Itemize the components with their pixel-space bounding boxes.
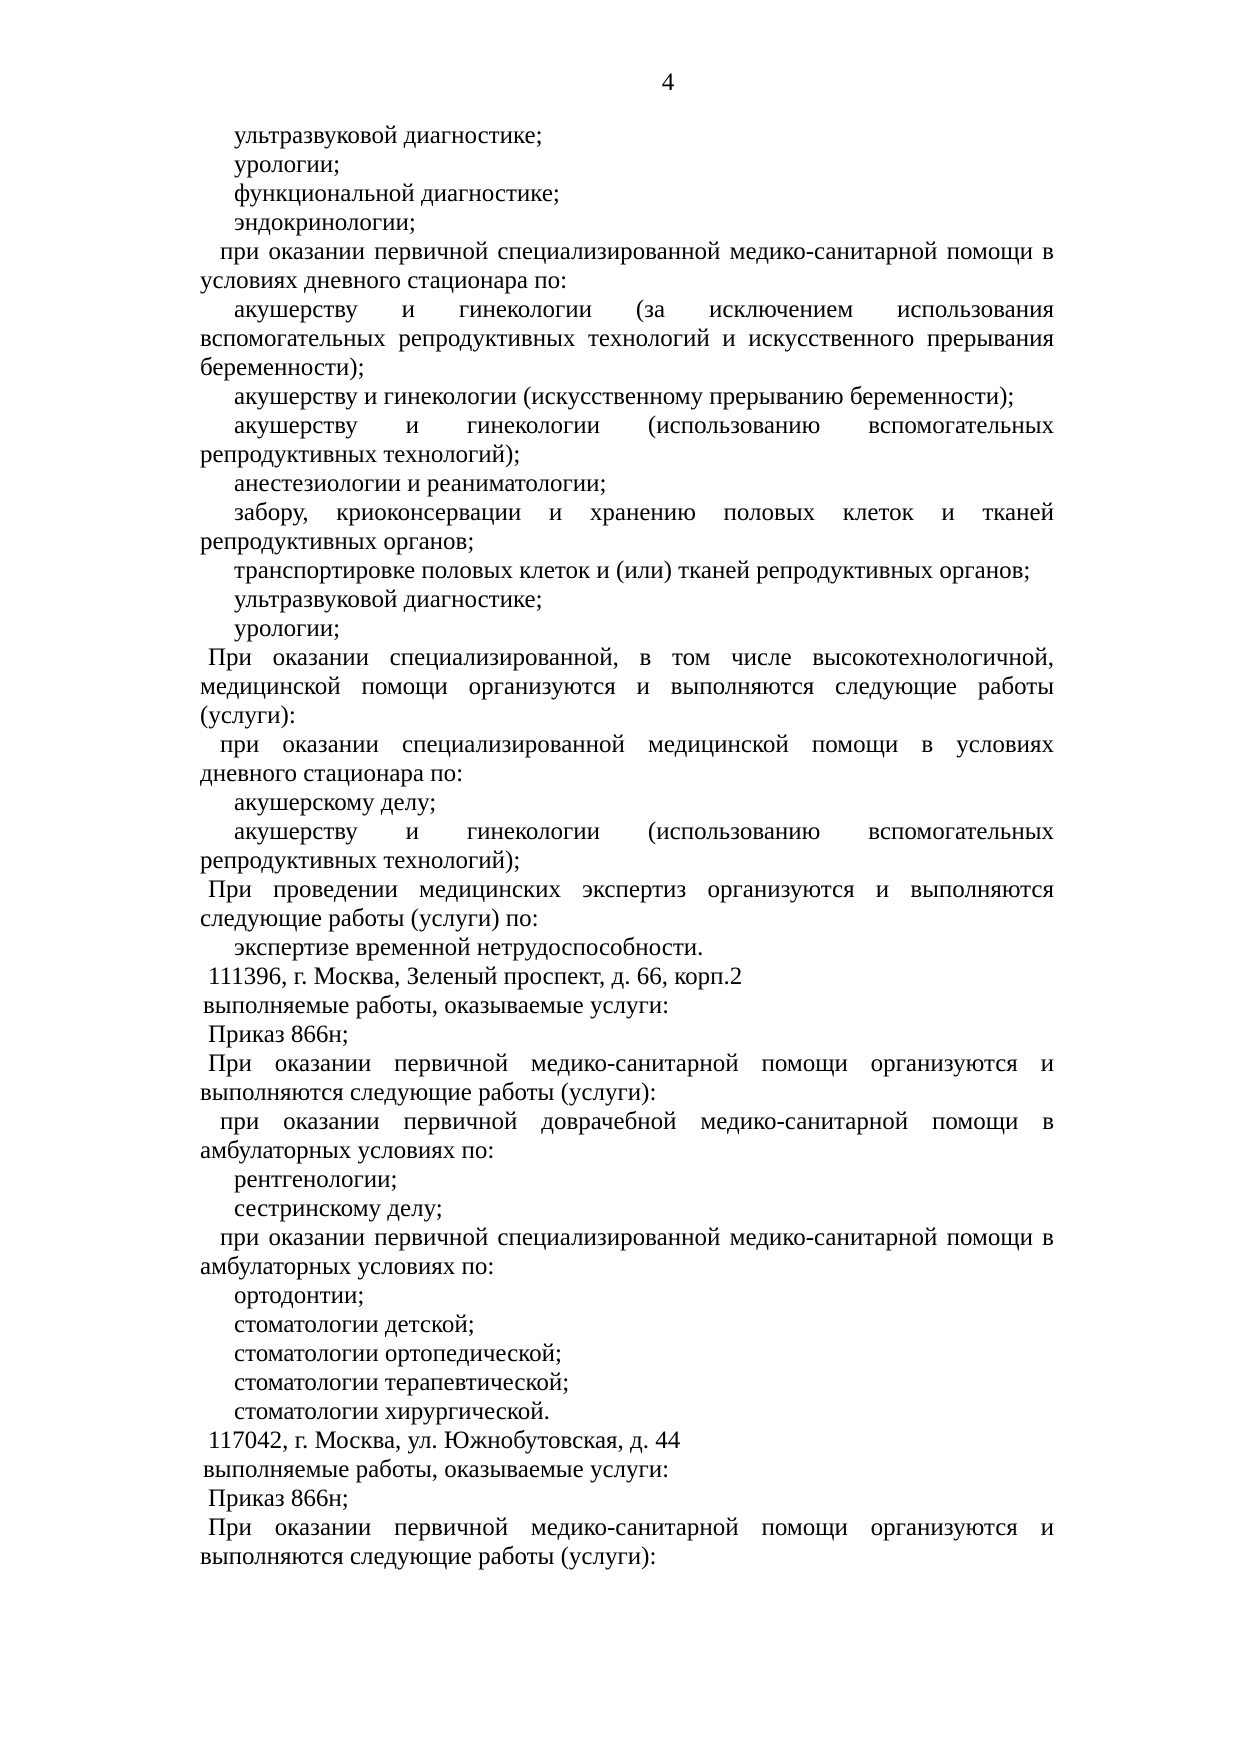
service-item: ультразвуковой диагностике; [234, 122, 543, 149]
service-item: стоматологии детской; [234, 1311, 475, 1338]
document-body [200, 121, 1054, 1571]
paragraph: При оказании первичной медико-санитарной помощи организуются и выполняются следующие работы (услуги): [200, 1050, 1054, 1106]
service-item: ультразвуковой диагностике; [234, 586, 543, 613]
service-item: сестринскому делу; [234, 1195, 443, 1222]
paragraph: при оказании первичной доврачебной медико-санитарной помощи в амбулаторных условиях по: [200, 1108, 1054, 1164]
paragraph: При оказании первичной медико-санитарной помощи организуются и выполняются следующие работы (услуги): [200, 1514, 1054, 1570]
service-item: ортодонтии; [234, 1282, 365, 1309]
service-item: экспертизе временной нетрудоспособности. [234, 934, 704, 961]
service-item: функциональной диагностике; [234, 180, 560, 207]
service-item: акушерству и гинекологии (использованию вспомогательных репродуктивных технологий); [200, 818, 1054, 874]
address-line: 117042, г. Москва, ул. Южнобутовская, д. 44 [208, 1427, 681, 1454]
service-item: анестезиологии и реаниматологии; [234, 470, 607, 497]
service-item: стоматологии хирургической. [234, 1398, 550, 1425]
paragraph: При оказании специализированной, в том числе высокотехнологичной, медицинской помощи организуются и выполняются следующие работы (услуги): [200, 644, 1054, 729]
paragraph: выполняемые работы, оказываемые услуги: [203, 1456, 670, 1483]
address-line: 111396, г. Москва, Зеленый проспект, д. 66, корп.2 [208, 963, 743, 990]
service-item: забору, криоконсервации и хранению половых клеток и тканей репродуктивных органов; [200, 499, 1054, 555]
service-item: акушерству и гинекологии (искусственному прерыванию беременности); [234, 383, 1015, 410]
service-item: транспортировке половых клеток и (или) тканей репродуктивных органов; [234, 557, 1031, 584]
service-item: стоматологии терапевтической; [234, 1369, 570, 1396]
service-item: акушерству и гинекологии (за исключением использования вспомогательных репродуктивных технологий и искусственного прерывания беременности); [200, 296, 1054, 381]
service-item: эндокринологии; [234, 209, 416, 236]
service-item: акушерскому делу; [234, 789, 437, 816]
paragraph: при оказании первичной специализированной медико-санитарной помощи в условиях дневного стационара по: [200, 238, 1054, 294]
service-item: рентгенологии; [234, 1166, 398, 1193]
service-item: акушерству и гинекологии (использованию вспомогательных репродуктивных технологий); [200, 412, 1054, 468]
paragraph: выполняемые работы, оказываемые услуги: [203, 992, 670, 1019]
paragraph: при оказании специализированной медицинской помощи в условиях дневного стационара по: [200, 731, 1054, 787]
service-item: урологии; [234, 615, 341, 642]
paragraph: Приказ 866н; [208, 1485, 349, 1512]
paragraph: При проведении медицинских экспертиз организуются и выполняются следующие работы (услуги) по: [200, 876, 1054, 932]
service-item: урологии; [234, 151, 341, 178]
page-number: 4 [661, 69, 675, 96]
paragraph: Приказ 866н; [208, 1021, 349, 1048]
paragraph: при оказании первичной специализированной медико-санитарной помощи в амбулаторных условиях по: [200, 1224, 1054, 1280]
service-item: стоматологии ортопедической; [234, 1340, 562, 1367]
